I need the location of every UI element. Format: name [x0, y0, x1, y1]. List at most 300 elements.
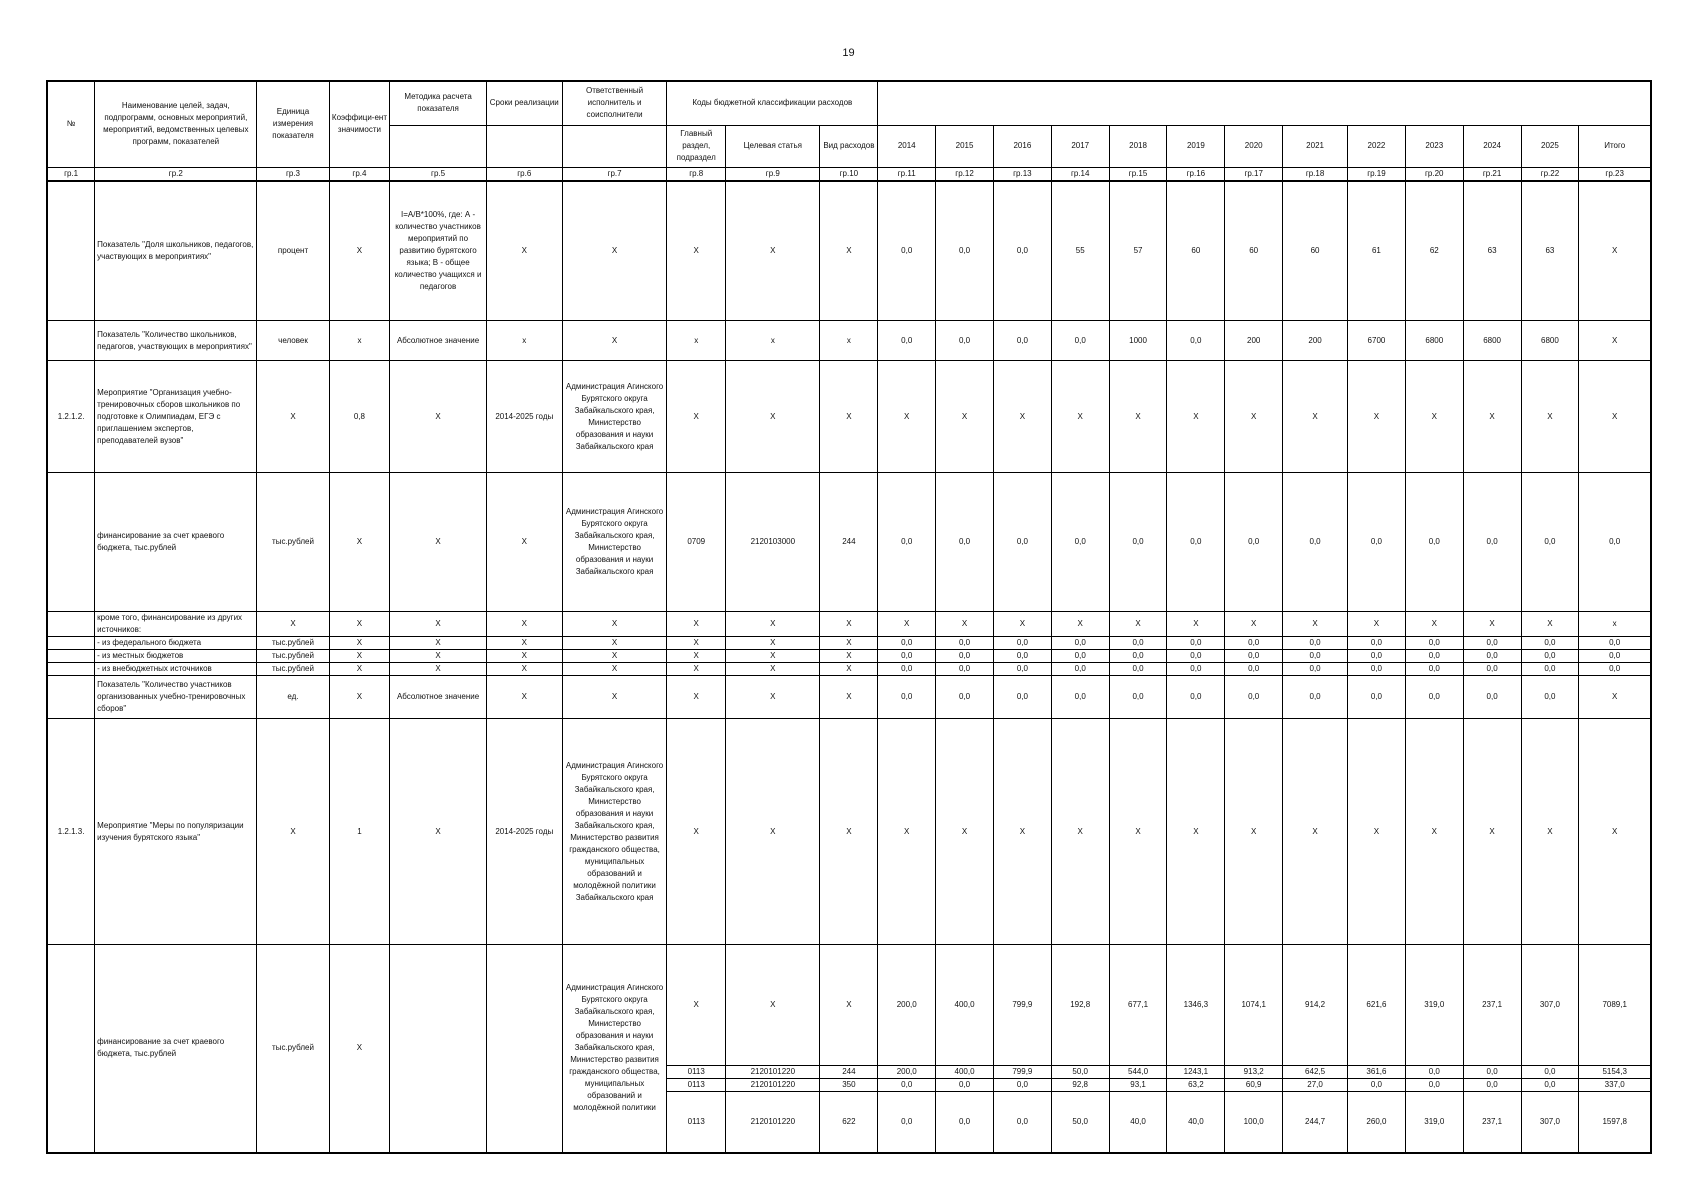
- header-year: 2022: [1348, 125, 1406, 167]
- header-year: 2020: [1225, 125, 1283, 167]
- table-cell: X: [562, 612, 666, 637]
- table-cell: X: [329, 637, 390, 650]
- table-cell: 0,0: [1463, 1066, 1521, 1079]
- header-year: 2015: [936, 125, 994, 167]
- table-cell: 63: [1463, 181, 1521, 321]
- table-cell: Администрация Агинского Бурятского округа Забайкальского края, Министерство образования и науки Забайкальского края, Министерство развития гражданского общества, муниципальных образований и молодёжной политики: [562, 945, 666, 1153]
- table-cell: [47, 473, 95, 612]
- header-year: 2014: [878, 125, 936, 167]
- table-cell: 400,0: [936, 1066, 994, 1079]
- table-cell: 200,0: [878, 1066, 936, 1079]
- table-cell: X: [820, 945, 878, 1066]
- table-cell: 40,0: [1109, 1092, 1167, 1153]
- table-cell: 93,1: [1109, 1079, 1167, 1092]
- table-cell: X: [1405, 612, 1463, 637]
- table-cell: 0,0: [1051, 321, 1109, 361]
- table-cell: 400,0: [936, 945, 994, 1066]
- table-cell: 0,0: [993, 321, 1051, 361]
- table-cell: [47, 321, 95, 361]
- table-cell: X: [257, 612, 329, 637]
- table-cell: X: [1283, 719, 1348, 945]
- table-cell: 6800: [1521, 321, 1579, 361]
- table-cell: 0,0: [936, 1092, 994, 1153]
- header-total: Итого: [1579, 125, 1651, 167]
- table-cell: X: [667, 719, 726, 945]
- header-terms: Сроки реализации: [486, 81, 562, 125]
- table-cell: тыс.рублей: [257, 663, 329, 676]
- table-cell: X: [257, 719, 329, 945]
- table-cell: 260,0: [1348, 1092, 1406, 1153]
- table-cell: X: [486, 637, 562, 650]
- table-cell: X: [1109, 612, 1167, 637]
- table-cell: Абсолютное значение: [390, 321, 486, 361]
- table-cell: X: [1579, 719, 1651, 945]
- table-row: [47, 719, 1651, 945]
- table-cell: 0,0: [1348, 650, 1406, 663]
- table-cell: I=A/B*100%, где: А - количество участников мероприятий по развитию бурятского языка; В - общее количество учащихся и педагогов: [390, 181, 486, 321]
- table-cell: 0,0: [1348, 663, 1406, 676]
- table-cell: 0,0: [1283, 473, 1348, 612]
- column-number: гр.15: [1109, 167, 1167, 181]
- column-number: гр.9: [726, 167, 820, 181]
- table-cell: 0,0: [1463, 637, 1521, 650]
- column-number: гр.13: [993, 167, 1051, 181]
- column-number: гр.12: [936, 167, 994, 181]
- budget-table: [46, 80, 1652, 1154]
- table-cell: тыс.рублей: [257, 637, 329, 650]
- table-cell: 60,9: [1225, 1079, 1283, 1092]
- table-cell: 913,2: [1225, 1066, 1283, 1079]
- table-cell: 0,0: [993, 676, 1051, 719]
- table-cell: 0113: [667, 1066, 726, 1079]
- table-cell: 0,0: [1225, 473, 1283, 612]
- table-cell: X: [820, 676, 878, 719]
- table-cell: X: [726, 612, 820, 637]
- table-cell: X: [390, 719, 486, 945]
- table-cell: 0,0: [1463, 663, 1521, 676]
- table-cell: X: [390, 473, 486, 612]
- table-cell: X: [1051, 612, 1109, 637]
- table-cell: 237,1: [1463, 945, 1521, 1066]
- table-cell: X: [1579, 676, 1651, 719]
- table-cell: 200,0: [878, 945, 936, 1066]
- table-cell: 0,0: [993, 1079, 1051, 1092]
- table-cell: X: [329, 181, 390, 321]
- table-row: [47, 945, 1651, 1066]
- table-cell: X: [820, 361, 878, 473]
- table-cell: X: [878, 612, 936, 637]
- table-cell: X: [562, 663, 666, 676]
- table-cell: X: [486, 473, 562, 612]
- table-cell: X: [820, 181, 878, 321]
- table-cell: 0,0: [878, 1092, 936, 1153]
- table-cell: [47, 945, 95, 1153]
- table-cell: 0,0: [1463, 676, 1521, 719]
- table-cell: X: [1167, 719, 1225, 945]
- table-cell: - из федерального бюджета: [95, 637, 257, 650]
- column-number: гр.18: [1283, 167, 1348, 181]
- table-cell: 0,0: [1579, 663, 1651, 676]
- table-cell: 0,0: [1167, 676, 1225, 719]
- table-row: [47, 321, 1651, 361]
- table-cell: Администрация Агинского Бурятского округа Забайкальского края, Министерство образования и науки Забайкальского края: [562, 473, 666, 612]
- table-cell: 0,0: [1405, 1066, 1463, 1079]
- table-cell: 2120103000: [726, 473, 820, 612]
- table-cell: 2120101220: [726, 1092, 820, 1153]
- table-cell: [390, 945, 486, 1153]
- table-cell: 50,0: [1051, 1066, 1109, 1079]
- table-cell: X: [1348, 719, 1406, 945]
- table-cell: - из внебюджетных источников: [95, 663, 257, 676]
- column-number: гр.21: [1463, 167, 1521, 181]
- table-cell: [486, 945, 562, 1153]
- table-cell: 799,9: [993, 945, 1051, 1066]
- table-cell: 0,0: [1521, 1079, 1579, 1092]
- table-cell: тыс.рублей: [257, 650, 329, 663]
- table-cell: 40,0: [1167, 1092, 1225, 1153]
- table-cell: 0,0: [1405, 650, 1463, 663]
- table-cell: 0,0: [1167, 473, 1225, 612]
- table-cell: X: [329, 473, 390, 612]
- header-blank: [486, 125, 562, 167]
- table-row: [47, 637, 1651, 650]
- header-blank: [390, 125, 486, 167]
- table-cell: 62: [1405, 181, 1463, 321]
- table-cell: 0,0: [1463, 650, 1521, 663]
- table-row: [47, 612, 1651, 637]
- table-cell: X: [1348, 361, 1406, 473]
- table-cell: 0709: [667, 473, 726, 612]
- table-cell: 0,0: [878, 1079, 936, 1092]
- table-cell: X: [726, 676, 820, 719]
- table-cell: 0,0: [1225, 637, 1283, 650]
- column-number: гр.11: [878, 167, 936, 181]
- table-cell: человек: [257, 321, 329, 361]
- table-cell: 2120101220: [726, 1079, 820, 1092]
- table-cell: тыс.рублей: [257, 473, 329, 612]
- table-cell: 0,0: [993, 473, 1051, 612]
- table-cell: 0,0: [1521, 637, 1579, 650]
- table-cell: X: [486, 676, 562, 719]
- table-cell: X: [993, 361, 1051, 473]
- table-cell: X: [667, 945, 726, 1066]
- table-cell: 0,0: [1109, 473, 1167, 612]
- table-cell: X: [1051, 361, 1109, 473]
- table-cell: 0,0: [878, 663, 936, 676]
- table-cell: 60: [1225, 181, 1283, 321]
- table-cell: 55: [1051, 181, 1109, 321]
- table-cell: 60: [1283, 181, 1348, 321]
- table-cell: 0,0: [1283, 663, 1348, 676]
- table-cell: X: [936, 719, 994, 945]
- table-cell: 319,0: [1405, 945, 1463, 1066]
- column-number: гр.3: [257, 167, 329, 181]
- table-cell: 0,0: [1463, 1079, 1521, 1092]
- table-cell: X: [820, 612, 878, 637]
- table-cell: 0,0: [1405, 473, 1463, 612]
- table-cell: X: [329, 612, 390, 637]
- header-year: 2019: [1167, 125, 1225, 167]
- table-cell: X: [390, 361, 486, 473]
- table-cell: 0,0: [1167, 637, 1225, 650]
- table-cell: 0,0: [1405, 637, 1463, 650]
- column-number: гр.14: [1051, 167, 1109, 181]
- table-cell: 0,0: [1109, 650, 1167, 663]
- table-cell: X: [1283, 612, 1348, 637]
- column-number: гр.10: [820, 167, 878, 181]
- table-cell: 0,0: [1579, 473, 1651, 612]
- table-cell: 0,0: [1348, 473, 1406, 612]
- table-cell: X: [1225, 719, 1283, 945]
- table-cell: X: [667, 650, 726, 663]
- table-cell: x: [1579, 612, 1651, 637]
- table-cell: 0,0: [936, 663, 994, 676]
- table-cell: X: [1579, 181, 1651, 321]
- table-cell: 1.2.1.2.: [47, 361, 95, 473]
- table-cell: 0,0: [936, 650, 994, 663]
- table-cell: X: [390, 650, 486, 663]
- header-year: 2017: [1051, 125, 1109, 167]
- table-cell: 0,0: [1348, 676, 1406, 719]
- table-cell: 0,0: [1051, 650, 1109, 663]
- table-cell: X: [667, 637, 726, 650]
- table-cell: X: [390, 612, 486, 637]
- table-cell: 0,0: [1051, 637, 1109, 650]
- header-year: 2025: [1521, 125, 1579, 167]
- table-cell: 50,0: [1051, 1092, 1109, 1153]
- table-cell: 0,0: [1225, 663, 1283, 676]
- table-cell: X: [1579, 321, 1651, 361]
- table-row: [47, 676, 1651, 719]
- table-cell: X: [726, 637, 820, 650]
- table-cell: 63: [1521, 181, 1579, 321]
- table-cell: Администрация Агинского Бурятского округа Забайкальского края, Министерство образования и науки Забайкальского края, Министерство развития гражданского общества, муниципальных образований и молодёжной политики Забайкальского края: [562, 719, 666, 945]
- table-cell: 0,0: [936, 637, 994, 650]
- table-cell: 0,0: [936, 321, 994, 361]
- column-number: гр.7: [562, 167, 666, 181]
- table-cell: X: [1521, 719, 1579, 945]
- table-cell: X: [562, 676, 666, 719]
- table-cell: X: [486, 181, 562, 321]
- table-cell: тыс.рублей: [257, 945, 329, 1153]
- table-cell: Мероприятие "Организация учебно-тренировочных сборов школьников по подготовке к Олимпиадам, ЕГЭ с приглашением экспертов, преподавателей вузов": [95, 361, 257, 473]
- table-cell: X: [1109, 361, 1167, 473]
- table-cell: 0,0: [1167, 650, 1225, 663]
- table-cell: ед.: [257, 676, 329, 719]
- table-cell: X: [1521, 612, 1579, 637]
- table-cell: 6700: [1348, 321, 1406, 361]
- table-cell: X: [329, 945, 390, 1153]
- table-row: [47, 663, 1651, 676]
- column-number: гр.4: [329, 167, 390, 181]
- table-cell: X: [486, 612, 562, 637]
- header-year: 2018: [1109, 125, 1167, 167]
- table-cell: [47, 663, 95, 676]
- header-year: 2016: [993, 125, 1051, 167]
- table-cell: 0,0: [1348, 1079, 1406, 1092]
- table-cell: финансирование за счет краевого бюджета, тыс.рублей: [95, 473, 257, 612]
- table-cell: X: [993, 719, 1051, 945]
- table-cell: 914,2: [1283, 945, 1348, 1066]
- table-cell: Показатель "Количество участников организованных учебно-тренировочных сборов": [95, 676, 257, 719]
- table-cell: х: [726, 321, 820, 361]
- table-cell: 0,0: [993, 181, 1051, 321]
- table-cell: 0,0: [1348, 637, 1406, 650]
- column-number: гр.8: [667, 167, 726, 181]
- table-cell: х: [329, 321, 390, 361]
- table-cell: 1243,1: [1167, 1066, 1225, 1079]
- column-number: гр.22: [1521, 167, 1579, 181]
- table-cell: X: [726, 663, 820, 676]
- table-cell: X: [1348, 612, 1406, 637]
- table-cell: 1346,3: [1167, 945, 1225, 1066]
- table-cell: X: [1283, 361, 1348, 473]
- table-cell: X: [726, 181, 820, 321]
- table-cell: X: [562, 637, 666, 650]
- table-cell: 0,0: [878, 181, 936, 321]
- table-cell: 200: [1225, 321, 1283, 361]
- table-cell: 350: [820, 1079, 878, 1092]
- table-cell: 100,0: [1225, 1092, 1283, 1153]
- table-cell: X: [667, 676, 726, 719]
- header-method: Методика расчета показателя: [390, 81, 486, 125]
- column-number: гр.17: [1225, 167, 1283, 181]
- table-cell: 1.2.1.3.: [47, 719, 95, 945]
- table-cell: X: [820, 719, 878, 945]
- table-cell: X: [1225, 612, 1283, 637]
- header-year: 2021: [1283, 125, 1348, 167]
- table-cell: X: [878, 361, 936, 473]
- table-cell: 0113: [667, 1092, 726, 1153]
- table-cell: Мероприятие "Меры по популяризации изучения бурятского языка": [95, 719, 257, 945]
- table-cell: 0,0: [1521, 1066, 1579, 1079]
- table-cell: X: [667, 181, 726, 321]
- table-cell: [47, 637, 95, 650]
- table-cell: 6800: [1463, 321, 1521, 361]
- header-coef: Коэффици-ент значимости: [329, 81, 390, 167]
- header-blank: [562, 125, 666, 167]
- table-cell: X: [390, 663, 486, 676]
- page-number: 19: [842, 47, 855, 59]
- header-name: Наименование целей, задач, подпрограмм, основных мероприятий, мероприятий, ведомственных целевых программ, показателей: [95, 81, 257, 167]
- table-cell: X: [1405, 719, 1463, 945]
- header-article: Целевая статья: [726, 125, 820, 167]
- table-cell: 0,0: [878, 473, 936, 612]
- table-cell: Показатель "Доля школьников, педагогов, участвующих в мероприятиях": [95, 181, 257, 321]
- table-cell: X: [1521, 361, 1579, 473]
- table-cell: 0,0: [936, 1079, 994, 1092]
- table-cell: Показатель "Количество школьников, педагогов, участвующих в мероприятиях": [95, 321, 257, 361]
- table-cell: Абсолютное значение: [390, 676, 486, 719]
- table-cell: 57: [1109, 181, 1167, 321]
- table-cell: 0,0: [936, 473, 994, 612]
- table-cell: 1074,1: [1225, 945, 1283, 1066]
- table-cell: - из местных бюджетов: [95, 650, 257, 663]
- table-cell: 0,0: [878, 637, 936, 650]
- column-number: гр.6: [486, 167, 562, 181]
- header-empty: [878, 81, 1651, 125]
- table-cell: 63,2: [1167, 1079, 1225, 1092]
- table-cell: 0,0: [878, 650, 936, 663]
- table-cell: 0,0: [993, 1092, 1051, 1153]
- table-cell: 2014-2025 годы: [486, 719, 562, 945]
- table-cell: X: [329, 663, 390, 676]
- table-cell: X: [878, 719, 936, 945]
- table-cell: 0,0: [993, 663, 1051, 676]
- table-cell: 319,0: [1405, 1092, 1463, 1153]
- table-cell: X: [486, 650, 562, 663]
- column-number: гр.16: [1167, 167, 1225, 181]
- table-cell: X: [1405, 361, 1463, 473]
- header-unit: Единица измерения показателя: [257, 81, 329, 167]
- table-cell: 0,0: [936, 676, 994, 719]
- table-cell: X: [936, 612, 994, 637]
- table-cell: 0,0: [936, 181, 994, 321]
- header-kind: Вид расходов: [820, 125, 878, 167]
- table-cell: 0,0: [1051, 473, 1109, 612]
- table-cell: X: [562, 321, 666, 361]
- table-cell: 622: [820, 1092, 878, 1153]
- table-cell: 0,0: [1109, 663, 1167, 676]
- table-cell: х: [486, 321, 562, 361]
- header-no: №: [47, 81, 95, 167]
- table-cell: 0,0: [1579, 637, 1651, 650]
- table-cell: X: [486, 663, 562, 676]
- table-row: [47, 181, 1651, 321]
- table-cell: 0,0: [1521, 676, 1579, 719]
- table-cell: 0,0: [1109, 676, 1167, 719]
- table-cell: 244: [820, 1066, 878, 1079]
- table-cell: X: [1051, 719, 1109, 945]
- table-cell: 6800: [1405, 321, 1463, 361]
- table-cell: 0,0: [1405, 676, 1463, 719]
- table-cell: X: [667, 612, 726, 637]
- table-cell: X: [329, 650, 390, 663]
- table-cell: 0,0: [878, 676, 936, 719]
- table-cell: 244,7: [1283, 1092, 1348, 1153]
- table-cell: 0,0: [1521, 650, 1579, 663]
- table-cell: X: [936, 361, 994, 473]
- table-cell: 2120101220: [726, 1066, 820, 1079]
- table-cell: 0,0: [1283, 676, 1348, 719]
- table-cell: процент: [257, 181, 329, 321]
- table-cell: X: [1463, 361, 1521, 473]
- table-cell: х: [667, 321, 726, 361]
- header-section: Главный раздел, подраздел: [667, 125, 726, 167]
- table-cell: 5154,3: [1579, 1066, 1651, 1079]
- table-cell: 61: [1348, 181, 1406, 321]
- table-cell: X: [562, 650, 666, 663]
- table-cell: 0,0: [1405, 663, 1463, 676]
- column-number: гр.23: [1579, 167, 1651, 181]
- table-cell: 1597,8: [1579, 1092, 1651, 1153]
- table-cell: 27,0: [1283, 1079, 1348, 1092]
- table-cell: х: [820, 321, 878, 361]
- column-number: гр.20: [1405, 167, 1463, 181]
- header-exec: Ответственный исполнитель и соисполнители: [562, 81, 666, 125]
- table-cell: 0,0: [1521, 473, 1579, 612]
- table-cell: [47, 650, 95, 663]
- table-cell: 60: [1167, 181, 1225, 321]
- table-cell: X: [820, 650, 878, 663]
- table-cell: [47, 676, 95, 719]
- table-cell: 0,0: [1283, 650, 1348, 663]
- table-cell: 0,0: [1109, 637, 1167, 650]
- table-cell: 1000: [1109, 321, 1167, 361]
- table-cell: [47, 612, 95, 637]
- table-cell: X: [820, 637, 878, 650]
- table-cell: X: [820, 663, 878, 676]
